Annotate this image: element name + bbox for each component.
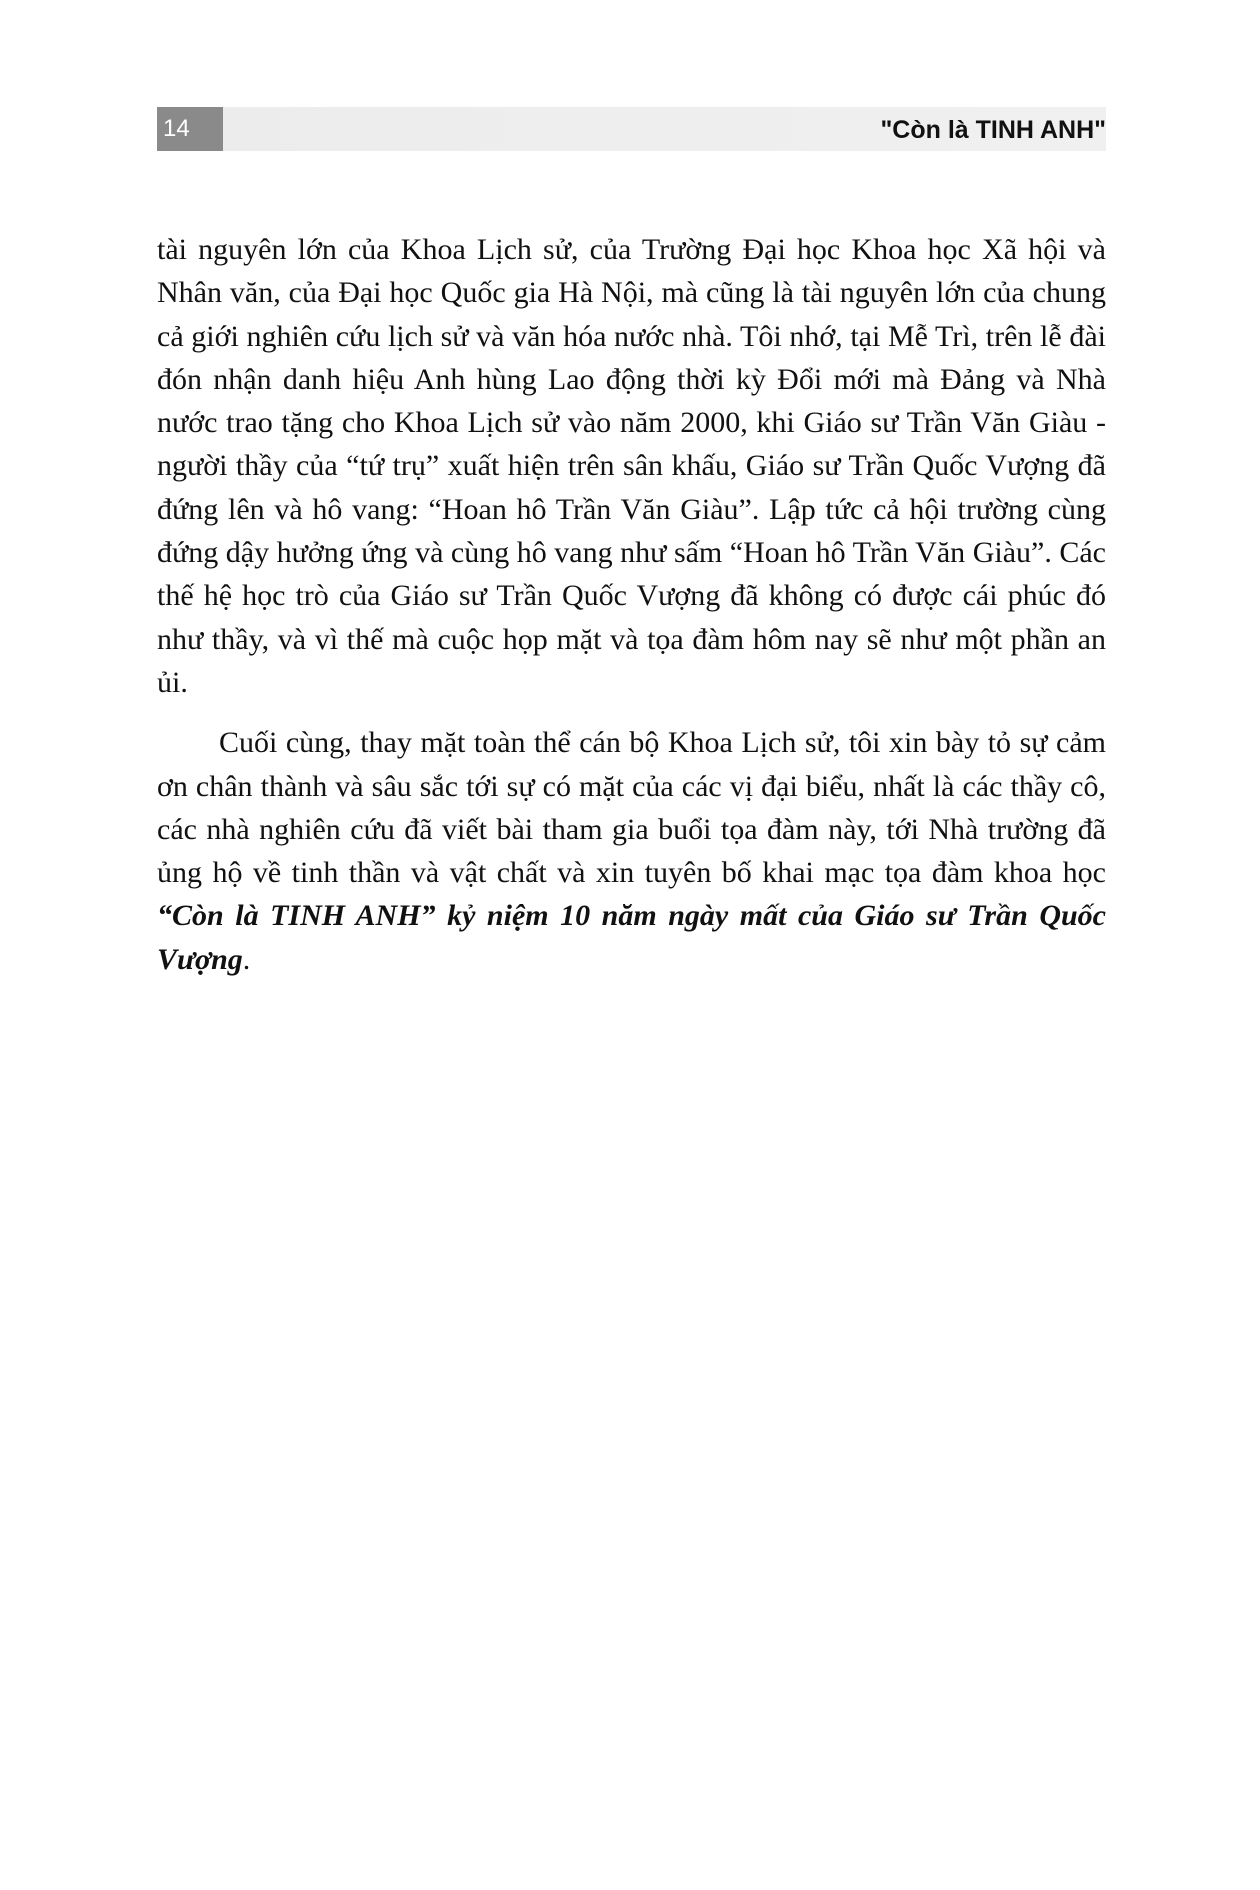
paragraph-closing <box>157 721 1106 981</box>
paragraph-text: Cuối cùng, thay mặt toàn thể cán bộ Khoa Lịch sử, tôi xin bày tỏ sự cảm ơn chân thành và sâu sắc tới sự có mặt của các vị đại biểu, nhất là các thầy cô, các nhà nghiên cứu đã viết bài tham gia buổi tọa đàm này, tới Nhà trường đã ủng hộ về tinh thần và vật chất và xin tuyên bố khai mạc tọa đàm khoa học <box>157 726 1106 890</box>
closing-punctuation: . <box>242 942 251 976</box>
paragraph: tài nguyên lớn của Khoa Lịch sử, của Trường Đại học Khoa học Xã hội và Nhân văn, của Đại học Quốc gia Hà Nội, mà cũng là tài nguyên lớn của chung cả giới nghiên cứu lịch sử và văn hóa nước nhà. Tôi nhớ, tại Mễ Trì, trên lễ đài đón nhận danh hiệu Anh hùng Lao động thời kỳ Đổi mới mà Đảng và Nhà nước trao tặng cho Khoa Lịch sử vào năm 2000, khi Giáo sư Trần Văn Giàu - người thầy của “tứ trụ” xuất hiện trên sân khấu, Giáo sư Trần Quốc Vượng đã đứng lên và hô vang: “Hoan hô Trần Văn Giàu”. Lập tức cả hội trường cùng đứng dậy hưởng ứng và cùng hô vang như sấm “Hoan hô Trần Văn Giàu”. Các thế hệ học trò của Giáo sư Trần Quốc Vượng đã không có được cái phúc đó như thầy, và vì thế mà cuộc họp mặt và tọa đàm hôm nay sẽ như một phần an ủi. <box>157 233 1106 699</box>
running-title: "Còn là TINH ANH" <box>880 116 1106 144</box>
page-header <box>157 107 1106 151</box>
page-number: 14 <box>157 107 223 151</box>
event-title-emphasis: “Còn là TINH ANH” kỷ niệm 10 năm ngày mất của Giáo sư Trần Quốc Vượng <box>157 899 1106 976</box>
body-text <box>157 228 1106 981</box>
